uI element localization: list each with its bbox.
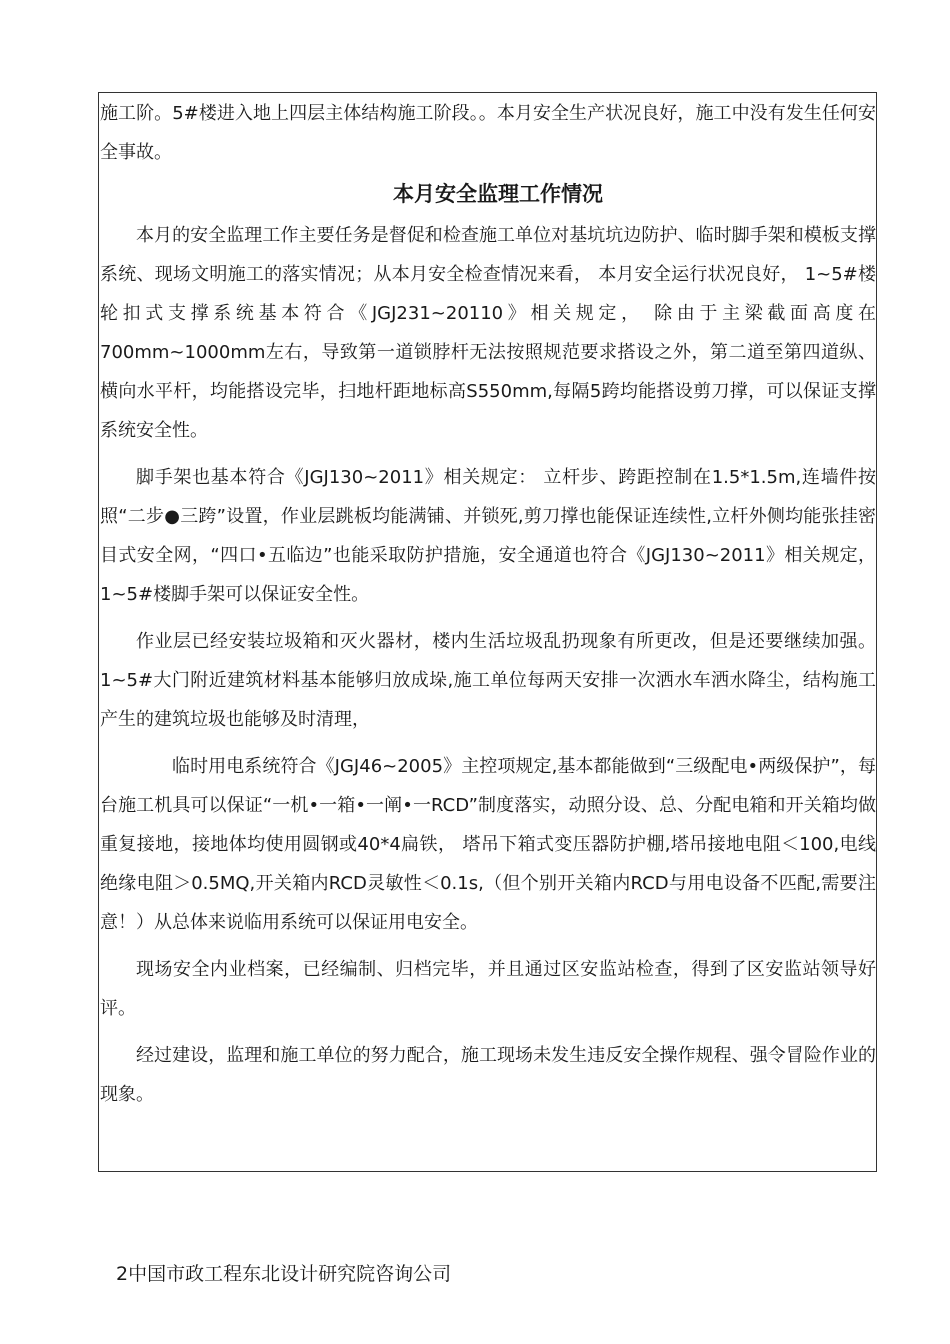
paragraph-scaffolding: 脚手架也基本符合《JGJ130~2011》相关规定： 立杆步、跨距控制在1.5*1.5m,连墙件按照“二步●三跨”设置，作业层跳板均能满铺、并锁死,剪刀撑也能保证连续性,立杆外侧均能张挂密目式安全网，“四口•五临边”也能采取防护措施，安全通道也符合《JGJ130~2011》相关规定，1~5#楼脚手架可以保证安全性。 [100,467,876,605]
paragraph-conclusion: 经过建设，监理和施工单位的努力配合，施工现场未发生违反安全操作规程、强令冒险作业的现象。 [100,1045,876,1105]
section-heading: 本月安全监理工作情况 [393,182,603,206]
page-footer: 2中国市政工程东北设计研究院咨询公司 [116,1263,452,1285]
report-body [100,94,876,1114]
paragraph-safety-archives: 现场安全内业档案，已经编制、归档完毕，并且通过区安监站检查，得到了区安监站领导好评。 [100,959,876,1019]
paragraph-temporary-power: 临时用电系统符合《JGJ46~2005》主控项规定,基本都能做到“三级配电•两级保护”，每台施工机具可以保证“一机•一箱•一阐•一RCD”制度落实，动照分设、总、分配电箱和开关箱均做重复接地，接地体均使用圆钢或40*4扁铁， 塔吊下箱式变压器防护棚,塔吊接地电阻＜100,电线绝缘电阻＞0.5MQ,开关箱内RCD灵敏性＜0.1s,（但个别开关箱内RCD与用电设备不匹配,需要注意！）从总体来说临用系统可以保证用电安全。 [100,756,876,933]
intro-paragraph: 施工阶。5#楼进入地上四层主体结构施工阶段。。本月安全生产状况良好，施工中没有发生任何安全事故。 [100,103,876,163]
paragraph-site-hygiene: 作业层已经安装垃圾箱和灭火器材，楼内生活垃圾乱扔现象有所更改，但是还要继续加强。1~5#大门附近建筑材料基本能够归放成垛,施工单位每两天安排一次洒水车洒水降尘，结构施工产生的建筑垃圾也能够及时清理， [100,631,876,730]
paragraph-support-system: 本月的安全监理工作主要任务是督促和检查施工单位对基坑坑边防护、临时脚手架和模板支撑系统、现场文明施工的落实情况；从本月安全检查情况来看， 本月安全运行状况良好， 1~5#楼轮扣式支撑系统基本符合《JGJ231~20110》相关规定， 除由于主梁截面高度在700mm~1000mm左右，导致第一道锁脖杆无法按照规范要求搭设之外，第二道至第四道纵、横向水平杆，均能搭设完毕，扫地杆距地标高S550mm,每隔5跨均能搭设剪刀撑，可以保证支撑系统安全性。 [100,225,876,441]
